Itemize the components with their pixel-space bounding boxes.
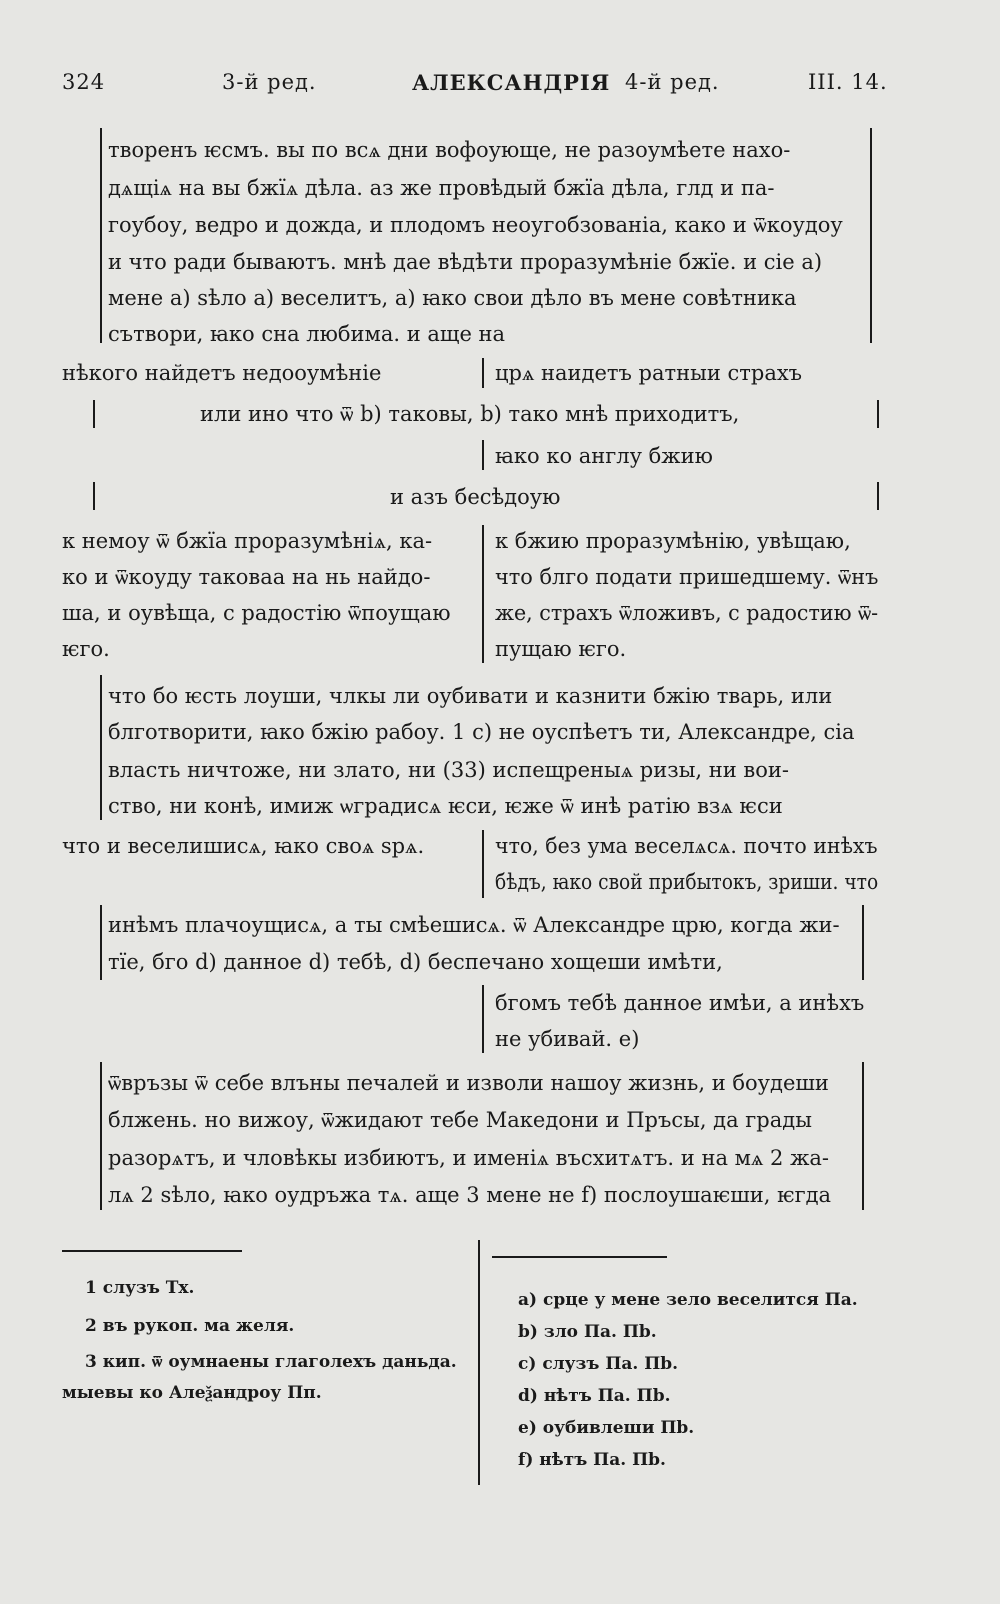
text-line: и азъ бесѣдоую — [390, 485, 561, 509]
column-rule — [482, 830, 484, 898]
footnote-right: e) оубивлеши Пb. — [518, 1418, 695, 1438]
text-line: бѣдъ, ꙗко свой прибытокъ, зриши. что — [495, 870, 879, 894]
text-line: и что ради бываютъ. мнѣ дае вѣдѣти проразумѣніе бжїе. и сіе а) — [108, 250, 823, 274]
text-line: что и веселишисѧ, ꙗко своѧ sрѧ. — [62, 834, 425, 858]
text-line: инѣмъ плачоущисѧ, а ты смѣешисѧ. ѿ Александре црю, когда жи- — [108, 913, 840, 937]
text-line: власть ничтоже, ни злато, ни (33) испещреныѧ ризы, ни вои- — [108, 758, 789, 782]
text-line: бгомъ тебѣ данное имѣи, а инѣхъ — [495, 991, 865, 1015]
block-rule — [93, 400, 95, 428]
block6-left-rule — [100, 905, 102, 980]
block-rule — [93, 482, 95, 510]
text-line: что, без ума веселѧсѧ. почто инѣхъ — [495, 834, 878, 858]
footnote-right: f) нѣтъ Пa. Пb. — [518, 1450, 666, 1470]
footnote-left: 3 кип. ѿ оумнаены глаголехъ даньда. — [85, 1352, 457, 1372]
text-line: что блго подати пришедшему. ѿнъ — [495, 565, 879, 589]
column-rule — [482, 525, 484, 663]
text-line: что бо ѥсть лоуши, члкы ли оубивати и казнити бжію тварь, или — [108, 684, 833, 708]
text-line: ꙗко ко англу бжию — [495, 444, 713, 468]
block1-left-rule — [100, 128, 102, 343]
block-rule — [877, 482, 879, 510]
text-line: блготворити, ꙗко бжію рабоу. 1 c) не оуспѣетъ ти, Александре, сіа — [108, 720, 855, 744]
footnote-left: мыевы ко Алеѯандроу Пп. — [62, 1383, 322, 1403]
text-line: ство, ни конѣ, имиж ѡградисѧ ѥси, ѥже ѿ инѣ ратію взѧ ѥси — [108, 794, 783, 818]
footnote-right: a) срце у мене зело веселится Пa. — [518, 1290, 858, 1310]
text-line: пущаю ѥго. — [495, 637, 627, 661]
text-line: лѧ 2 sѣло, ꙗко оудръжа тѧ. аще 3 мене не f) послоушаѥши, ѥгда — [108, 1183, 832, 1207]
footnote-left: 1 слузъ Тх. — [85, 1278, 195, 1298]
footnote-rule-right — [492, 1256, 667, 1258]
text-line: дѧщіѧ на вы бжїѧ дѣла. аз же провѣдый бжїа дѣла, глд и па- — [108, 176, 775, 200]
block6-right-rule — [862, 905, 864, 980]
section-number: III. 14. — [808, 70, 888, 94]
running-title: АЛЕКСАНДРІЯ — [412, 70, 611, 95]
block8-right-rule — [862, 1062, 864, 1210]
block8-left-rule — [100, 1062, 102, 1210]
text-line: или ино что ѿ b) таковы, b) тако мнѣ приходитъ, — [200, 402, 740, 426]
block1-right-rule — [870, 128, 872, 343]
column-rule — [482, 358, 484, 388]
footnote-right: c) слузъ Пa. Пb. — [518, 1354, 679, 1374]
footnote-right: d) нѣтъ Пa. Пb. — [518, 1386, 671, 1406]
text-line: нѣкого найдетъ недооумѣніе — [62, 361, 382, 385]
right-redaction-label: 4-й ред. — [625, 70, 720, 94]
text-line: блжень. но вижоу, ѿжидают тебе Македони и Пръсы, да грады — [108, 1108, 812, 1132]
footnote-left: 2 въ рукоп. ма желя. — [85, 1316, 295, 1336]
footnote-divider — [478, 1240, 480, 1485]
text-line: сътвори, ꙗко сна любима. и аще на — [108, 322, 506, 346]
block-rule — [877, 400, 879, 428]
column-rule — [482, 985, 484, 1053]
text-line: разорѧтъ, и чловѣкы избиютъ, и именіѧ въсхитѧтъ. и на мѧ 2 жа- — [108, 1146, 830, 1170]
column-rule — [482, 440, 484, 470]
footnote-rule-left — [62, 1250, 242, 1252]
text-line: ѿвръзы ѿ себе влъны печалей и изволи нашоу жизнь, и боудеши — [108, 1071, 829, 1095]
footnote-right: b) зло Пa. Пb. — [518, 1322, 657, 1342]
text-line: же, страхъ ѿложивъ, с радостию ѿ- — [495, 601, 879, 625]
text-line: црѧ наидетъ ратныи страхъ — [495, 361, 803, 385]
block5-left-rule — [100, 675, 102, 820]
text-line: мене а) sѣло а) веселитъ, а) ꙗко свои дѣло въ мене совѣтника — [108, 286, 797, 310]
text-line: тїе, бго d) данное d) тебѣ, d) беспечано хощеши имѣти, — [108, 950, 723, 974]
text-line: ѥго. — [62, 637, 110, 661]
text-line: ко и ѿкоуду таковаа на нь найдо- — [62, 565, 431, 589]
text-line: гоубоу, ведро и дожда, и плодомъ неоугобзованіа, како и ѿкоудоу — [108, 213, 843, 237]
text-line: творенъ ѥсмъ. вы по всѧ дни вофоующе, не разоумѣете нахо- — [108, 138, 791, 162]
left-redaction-label: 3-й ред. — [222, 70, 317, 94]
text-line: к бжию проразумѣнію, увѣщаю, — [495, 529, 851, 553]
page-number: 324 — [62, 70, 106, 94]
text-line: не убивай. e) — [495, 1027, 640, 1051]
text-line: к немоу ѿ бжїа проразумѣніѧ, ка- — [62, 529, 433, 553]
text-line: ша, и оувѣща, с радостію ѿпоущаю — [62, 601, 451, 625]
